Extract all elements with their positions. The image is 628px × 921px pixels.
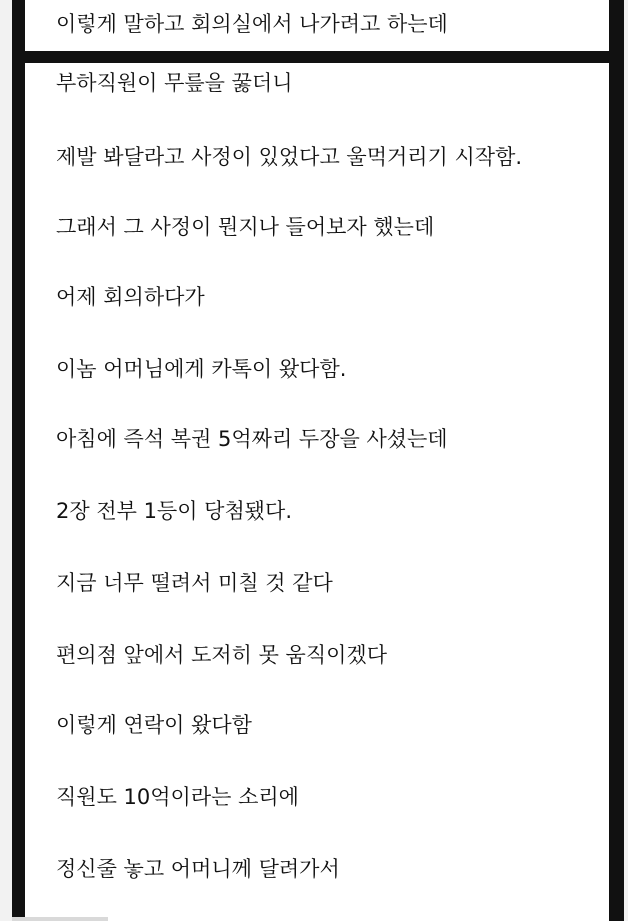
story-line-2: 제발 봐달라고 사정이 있었다고 울먹거리기 시작함. xyxy=(56,145,523,169)
story-line-9: 편의점 앞에서 도저히 못 움직이겠다 xyxy=(56,643,387,667)
story-line-5: 이놈 어머님에게 카톡이 왔다함. xyxy=(56,357,347,381)
story-line-11: 직원도 10억이라는 소리에 xyxy=(56,785,299,809)
story-line-4: 어제 회의하다가 xyxy=(56,285,205,309)
story-line-1: 부하직원이 무릎을 꿇더니 xyxy=(56,71,293,95)
story-line-12: 정신줄 놓고 어머니께 달려가서 xyxy=(56,857,340,881)
header-line: 이렇게 말하고 회의실에서 나가려고 하는데 xyxy=(56,12,448,36)
story-line-8: 지금 너무 떨려서 미칠 것 같다 xyxy=(56,571,333,595)
bottom-edge xyxy=(12,917,108,921)
story-line-6: 아침에 즉석 복권 5억짜리 두장을 사셨는데 xyxy=(56,427,448,451)
story-line-7: 2장 전부 1등이 당첨됐다. xyxy=(56,499,292,523)
text-panel xyxy=(25,63,609,921)
story-line-3: 그래서 그 사정이 뭔지나 들어보자 했는데 xyxy=(56,215,435,239)
header-panel xyxy=(25,0,609,51)
story-line-10: 이렇게 연락이 왔다함 xyxy=(56,713,252,737)
